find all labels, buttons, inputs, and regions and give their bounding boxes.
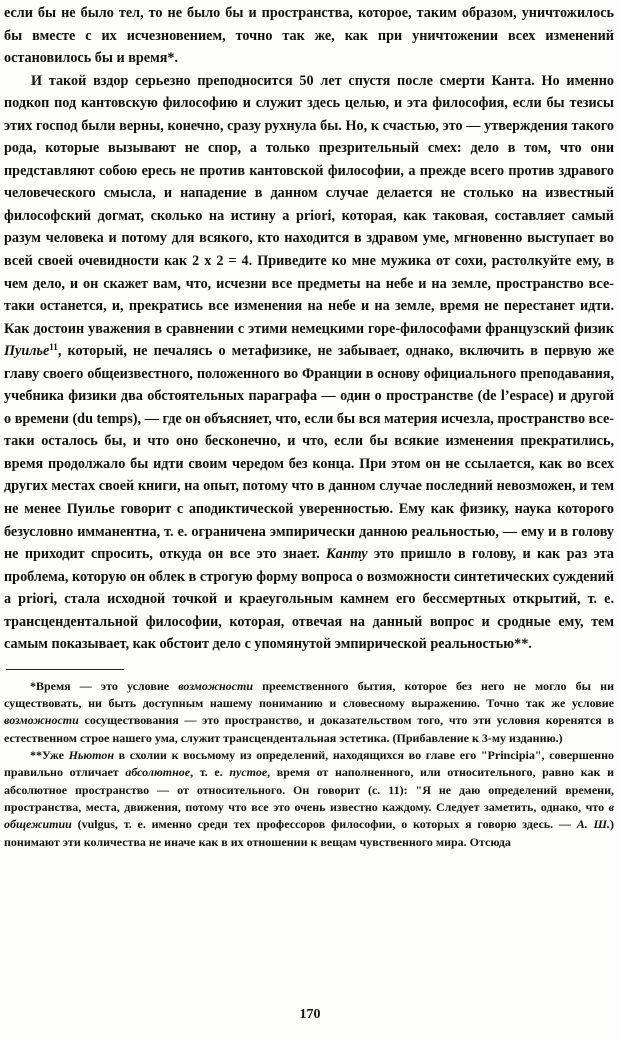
note-reference: 11 bbox=[49, 342, 58, 353]
footnote-2 bbox=[4, 747, 614, 851]
text-span: **Уже bbox=[30, 748, 69, 763]
page-number: 170 bbox=[299, 1007, 321, 1022]
paragraph bbox=[4, 70, 614, 656]
text-span: , т. е. bbox=[190, 765, 230, 780]
emphasis: абсолютное bbox=[125, 765, 191, 780]
text-span: ) понимают эти количества не иначе как в их отношении к вещам чувственного мира. Отсюда bbox=[4, 817, 615, 849]
emphasis-pouillet: Пуилье bbox=[4, 343, 50, 360]
footnotes bbox=[4, 678, 614, 851]
emphasis: в общежитии bbox=[4, 799, 614, 832]
main-text bbox=[4, 2, 614, 656]
text-span: , время от наполненного, или относительного, равно как и абсолютное пространство — от относительного. Он говорит (с. 11): "Я не даю определений времени, пространства, места, движения, потому что все это очень известно каждому. Следует заметить, однако, что bbox=[4, 765, 614, 814]
text-span: преемственного бытия, которое без него не могло бы ни существовать, ни быть доступным нашему пониманию и словесному выражению. Точно так же условие bbox=[4, 678, 614, 711]
text-span: сосуществования — это пространство, и доказательством того, что эти условия коренятся в естественном строе нашего ума, служит трансцендентальная эстетика. (Прибавление к 3-му изданию.) bbox=[4, 713, 614, 745]
footnote-1 bbox=[4, 678, 614, 747]
text-span: И такой вздор серьезно преподносится 50 лет спустя после смерти Канта. Но именно подкоп под кантовскую философию и служит здесь целью, и эта философия, если бы тезисы этих господ были верны, конечно, сразу рухнула бы. Но, к счастью, это — утверждения такого рода, которые вызывают не спор, а только презрительный смех: дело в том, что они представляют собою ересь не против кантовской философии, а прежде всего против здравого человеческого смысла, и нападение в данном случае делается не столько на известный философский догмат, сколько на истину a priori, которая, как таковая, составляет самый разум человека и потому для всякого, кто находится в здравом уме, мгновенно выступает во всей своей очевидности как 2 x 2 = 4. Приведите ко мне мужика от сохи, растолкуйте ему, в чем дело, и он скажет вам, что, исчезни все предметы на небе и на земле, пространство все-таки останется, и, прекратись все изменения на небе и на земле, время не перестанет идти. Как достоин уважения в сравнении с этими немецкими горе-философами французский физик bbox=[4, 72, 614, 337]
text-span: , который, не печалясь о метафизике, не забывает, однако, включить в первую же главу своего общеизвестного, положенного во Франции в основу официального преподавания, учебника физики два обстоятельных параграфа — один о пространстве (de l’espace) и другой о времени (du temps), — где он объясняет, что, если бы вся материя исчезла, пространство все-таки осталось бы, и что оно бесконечно, и что, если бы всякие изменения прекратились, время продолжало бы идти своим чередом без конца. При этом он не ссылается, как во всех других местах своей книги, на опыт, потому что в данном случае последний невозможен, и тем не менее Пуилье говорит с аподиктической уверенностью. Ему как физику, наука которого безусловно имманентна, т. е. ограничена эмпирически данною реальностью, — ему и в голову не приходит спросить, откуда он все это знает. bbox=[4, 343, 614, 563]
emphasis: возможности bbox=[4, 713, 79, 728]
emphasis: пустое bbox=[229, 765, 268, 780]
emphasis: А. Ш. bbox=[576, 817, 611, 832]
text-span: *Время — это условие bbox=[30, 678, 179, 693]
text-span: это пришло в голову, и как раз эта проблема, которую он облек в строгую форму вопроса о возможности синтетических суждений a priori, стала исходной точкой и краеугольным камнем его бессмертных открытий, т. е. трансцендентальной философии, которая, отвечая на данный вопрос и сродные ему, тем самым показывает, как обстоит дело с упомянутой эмпирической реальностью**. bbox=[4, 546, 614, 653]
emphasis-kant: Канту bbox=[326, 546, 368, 563]
footnote-divider bbox=[6, 669, 124, 670]
paragraph-continued: если бы не было тел, то не было бы и пространства, которое, таким образом, уничтожилось бы вместе с их исчезновением, точно так же, как при уничтожении всех изменений остановилось бы и время*. bbox=[4, 5, 614, 67]
emphasis: Ньютон bbox=[68, 748, 114, 763]
text-span: (vulgus, т. е. именно среди тех профессоров философии, о которых я говорю здесь. — bbox=[71, 817, 577, 832]
emphasis: возможности bbox=[178, 678, 253, 693]
text-span: в схолии к восьмому из определений, находящихся во главе его "Principia", совершенно правильно отличает bbox=[4, 748, 614, 780]
